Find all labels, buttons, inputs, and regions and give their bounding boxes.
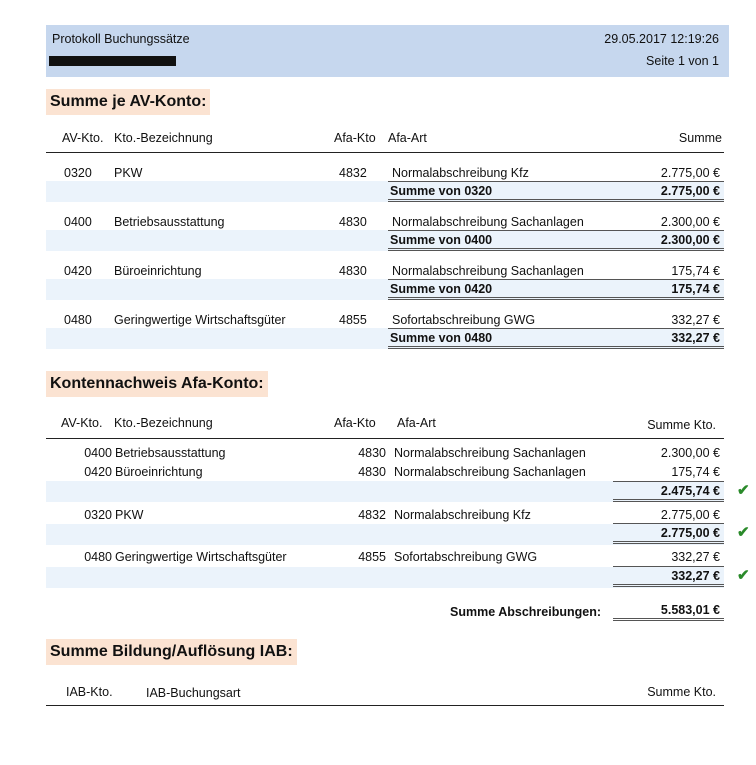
group-sum-value: 2.775,00 € [660,184,720,198]
table-row-afa-art: Normalabschreibung Sachanlagen [394,446,586,460]
col-header-summe: Summe [678,131,722,145]
table-row-afa-art: Normalabschreibung Kfz [394,508,531,522]
table-row-bez: Geringwertige Wirtschaftsgüter [114,313,286,327]
col-header-bez: Kto.-Bezeichnung [114,416,213,430]
check-icon: ✔ [737,524,750,541]
subtotal-value: 2.775,00 € [660,526,720,540]
table-row-betrag: 2.775,00 € [660,508,720,522]
table-row-bez: Betriebsausstattung [115,446,226,460]
page-indicator: Seite 1 von 1 [646,54,719,68]
table-row-afa-kto: 4855 [358,550,386,564]
table-row-bez: Betriebsausstattung [114,215,225,229]
group-sum-label: Summe von 0420 [390,282,493,296]
table-row-afa-kto: 4830 [339,215,367,229]
col-header-av: AV-Kto. [62,131,104,145]
table-row-betrag: 2.300,00 € [660,215,720,229]
table-row-afa-art: Sofortabschreibung GWG [394,550,538,564]
table-row-av: 0400 [64,215,92,229]
header-rule [46,705,724,706]
table-row-betrag: 2.300,00 € [660,446,720,460]
group-sum-value: 2.300,00 € [660,233,720,247]
table-row-afa-kto: 4832 [339,166,367,180]
table-row-betrag: 332,27 € [671,550,720,564]
col-header-afa-kto: Afa-Kto [334,131,376,145]
table-row-afa-art: Normalabschreibung Sachanlagen [392,215,584,229]
table-row-bez: Geringwertige Wirtschaftsgüter [115,550,287,564]
table-row-afa-kto: 4830 [358,446,386,460]
col-header-av: AV-Kto. [61,416,103,430]
col-header-afa-art: Afa-Art [388,131,427,145]
group-sum-value: 332,27 € [671,331,720,345]
table-row-afa-kto: 4855 [339,313,367,327]
table-row-av: 0420 [64,264,92,278]
group-sum-label: Summe von 0480 [390,331,493,345]
col-header-summe-kto: Summe Kto. [647,418,716,432]
table-row-bez: Büroeinrichtung [115,465,203,479]
table-row-afa-kto: 4830 [339,264,367,278]
subtotal-value: 332,27 € [671,569,720,583]
table-row-av: 0400 [84,446,112,460]
col-header-iab-art: IAB-Buchungsart [146,686,241,700]
subtotal-value: 2.475,74 € [660,484,720,498]
table-row-bez: Büroeinrichtung [114,264,202,278]
col-header-summe-kto: Summe Kto. [647,685,716,699]
report-datetime: 29.05.2017 12:19:26 [604,32,719,46]
table-row-afa-kto: 4832 [358,508,386,522]
col-header-bez: Kto.-Bezeichnung [114,131,213,145]
total-value: 5.583,01 € [660,603,720,617]
section-title-iab: Summe Bildung/Auflösung IAB: [46,639,297,665]
header-rule [46,438,724,439]
table-row-av: 0420 [84,465,112,479]
table-row-av: 0480 [84,550,112,564]
table-row-afa-art: Normalabschreibung Sachanlagen [392,264,584,278]
table-row-afa-art: Normalabschreibung Kfz [392,166,529,180]
group-sum-value: 175,74 € [671,282,720,296]
table-row-afa-art: Normalabschreibung Sachanlagen [394,465,586,479]
total-label: Summe Abschreibungen: [450,605,601,619]
col-header-afa-art: Afa-Art [397,416,436,430]
table-row-av: 0480 [64,313,92,327]
section-title-av-konto: Summe je AV-Konto: [46,89,210,115]
col-header-iab-kto: IAB-Kto. [66,685,113,699]
table-row-betrag: 2.775,00 € [660,166,720,180]
table-row-av: 0320 [84,508,112,522]
table-row-betrag: 332,27 € [671,313,720,327]
table-row-bez: PKW [114,166,143,180]
group-sum-label: Summe von 0400 [390,233,493,247]
group-sum-label: Summe von 0320 [390,184,493,198]
table-row-afa-art: Sofortabschreibung GWG [392,313,536,327]
report-title: Protokoll Buchungssätze [52,32,190,46]
check-icon: ✔ [737,482,750,499]
table-row-betrag: 175,74 € [671,465,720,479]
check-icon: ✔ [737,567,750,584]
redacted-text [49,56,176,66]
table-row-bez: PKW [115,508,144,522]
col-header-afa-kto: Afa-Kto [334,416,376,430]
section-title-kontennachweis: Kontennachweis Afa-Konto: [46,371,268,397]
table-row-av: 0320 [64,166,92,180]
header-rule [46,152,724,153]
table-row-betrag: 175,74 € [671,264,720,278]
table-row-afa-kto: 4830 [358,465,386,479]
